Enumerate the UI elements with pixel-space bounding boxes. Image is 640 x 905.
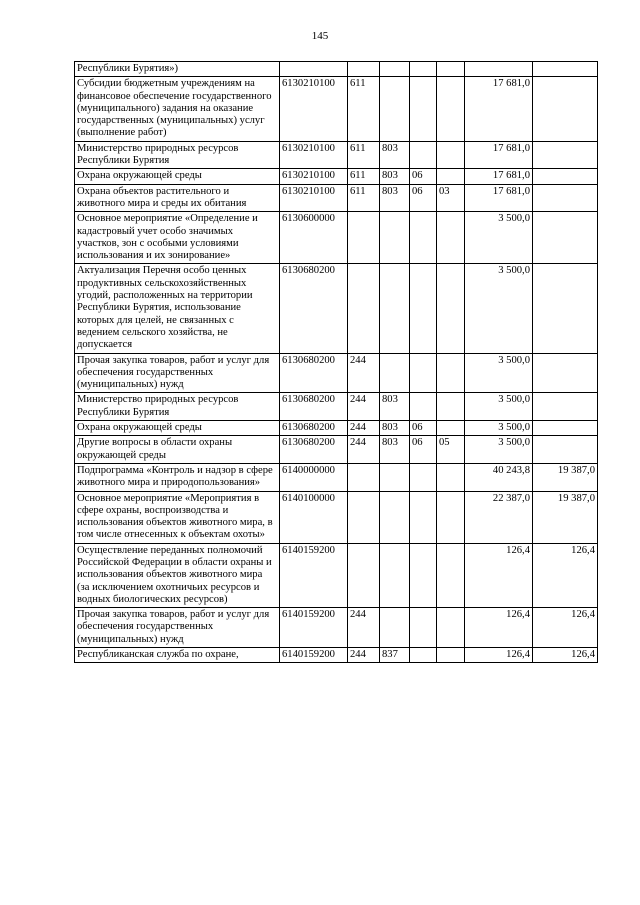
budget-table (74, 61, 598, 663)
amount-cell: 3 500,0 (465, 212, 533, 264)
name-cell: Другие вопросы в области охраны окружающей среды (75, 436, 280, 464)
amount-cell: 126,4 (465, 608, 533, 648)
subsection-cell (437, 264, 465, 353)
federal-amount-cell (533, 436, 598, 464)
target-code-cell: 6130210100 (280, 184, 348, 212)
name-cell: Подпрограмма «Контроль и надзор в сфере животного мира и природопользования» (75, 463, 280, 491)
federal-amount-cell (533, 212, 598, 264)
table-row (75, 184, 598, 212)
target-code-cell: 6130210100 (280, 77, 348, 141)
name-cell: Охрана объектов растительного и животного мира и среды их обитания (75, 184, 280, 212)
section-cell (410, 463, 437, 491)
name-cell: Республиканская служба по охране, (75, 648, 280, 663)
table-body (75, 62, 598, 663)
amount-cell: 126,4 (465, 648, 533, 663)
table-row (75, 491, 598, 543)
expense-type-cell (348, 264, 380, 353)
name-cell: Актуализация Перечня особо ценных продуктивных сельскохозяйственных угодий, расположенных на территории Республики Бурятия, использование которых для целей, не связанных с ведением сельского хозяйства, не допускается (75, 264, 280, 353)
section-cell (410, 62, 437, 77)
expense-type-cell: 244 (348, 608, 380, 648)
name-cell: Основное мероприятие «Мероприятия в сфере охраны, воспроизводства и использования объектов животного мира, в том числе отнесенных к объектам охоты» (75, 491, 280, 543)
expense-type-cell (348, 463, 380, 491)
target-code-cell: 6130210100 (280, 141, 348, 169)
expense-type-cell: 244 (348, 421, 380, 436)
subsection-cell (437, 421, 465, 436)
amount-cell: 17 681,0 (465, 184, 533, 212)
table-row (75, 353, 598, 393)
section-cell (410, 393, 437, 421)
table-row (75, 393, 598, 421)
subsection-cell (437, 169, 465, 184)
expense-type-cell (348, 491, 380, 543)
administrator-code-cell (380, 212, 410, 264)
table-row (75, 77, 598, 141)
name-cell: Субсидии бюджетным учреждениям на финансовое обеспечение государственного (муниципального) задания на оказание государственных (муниципальных) услуг (выполнение работ) (75, 77, 280, 141)
section-cell (410, 648, 437, 663)
name-cell: Прочая закупка товаров, работ и услуг для обеспечения государственных (муниципальных) нужд (75, 353, 280, 393)
expense-type-cell: 611 (348, 169, 380, 184)
subsection-cell (437, 141, 465, 169)
subsection-cell: 03 (437, 184, 465, 212)
section-cell (410, 264, 437, 353)
table-row (75, 169, 598, 184)
name-cell: Охрана окружающей среды (75, 169, 280, 184)
target-code-cell: 6130680200 (280, 353, 348, 393)
expense-type-cell (348, 212, 380, 264)
target-code-cell: 6130680200 (280, 421, 348, 436)
subsection-cell (437, 608, 465, 648)
amount-cell: 3 500,0 (465, 393, 533, 421)
subsection-cell (437, 393, 465, 421)
administrator-code-cell (380, 62, 410, 77)
section-cell (410, 141, 437, 169)
section-cell: 06 (410, 436, 437, 464)
administrator-code-cell (380, 264, 410, 353)
amount-cell: 3 500,0 (465, 436, 533, 464)
expense-type-cell: 611 (348, 141, 380, 169)
administrator-code-cell: 837 (380, 648, 410, 663)
section-cell (410, 212, 437, 264)
section-cell: 06 (410, 421, 437, 436)
federal-amount-cell (533, 184, 598, 212)
target-code-cell: 6140000000 (280, 463, 348, 491)
subsection-cell (437, 62, 465, 77)
table-row (75, 463, 598, 491)
subsection-cell (437, 353, 465, 393)
administrator-code-cell: 803 (380, 393, 410, 421)
subsection-cell (437, 543, 465, 607)
amount-cell: 17 681,0 (465, 141, 533, 169)
federal-amount-cell: 19 387,0 (533, 463, 598, 491)
federal-amount-cell: 126,4 (533, 543, 598, 607)
section-cell (410, 608, 437, 648)
federal-amount-cell (533, 141, 598, 169)
target-code-cell: 6130680200 (280, 393, 348, 421)
administrator-code-cell (380, 491, 410, 543)
federal-amount-cell: 19 387,0 (533, 491, 598, 543)
expense-type-cell: 244 (348, 393, 380, 421)
table-row (75, 212, 598, 264)
expense-type-cell (348, 62, 380, 77)
amount-cell (465, 62, 533, 77)
name-cell: Республики Бурятия») (75, 62, 280, 77)
amount-cell: 3 500,0 (465, 264, 533, 353)
name-cell: Осуществление переданных полномочий Российской Федерации в области охраны и использования объектов животного мира (за исключением охотничьих ресурсов и водных биологических ресурсов) (75, 543, 280, 607)
subsection-cell (437, 463, 465, 491)
table-row (75, 62, 598, 77)
administrator-code-cell (380, 77, 410, 141)
name-cell: Прочая закупка товаров, работ и услуг для обеспечения государственных (муниципальных) нужд (75, 608, 280, 648)
federal-amount-cell (533, 77, 598, 141)
amount-cell: 40 243,8 (465, 463, 533, 491)
table-row (75, 421, 598, 436)
table-row (75, 264, 598, 353)
administrator-code-cell (380, 608, 410, 648)
federal-amount-cell (533, 169, 598, 184)
target-code-cell: 6130210100 (280, 169, 348, 184)
table-row (75, 141, 598, 169)
table-row (75, 436, 598, 464)
administrator-code-cell: 803 (380, 169, 410, 184)
page-number: 145 (311, 30, 329, 42)
federal-amount-cell (533, 393, 598, 421)
target-code-cell: 6140100000 (280, 491, 348, 543)
target-code-cell: 6130680200 (280, 264, 348, 353)
administrator-code-cell (380, 543, 410, 607)
amount-cell: 22 387,0 (465, 491, 533, 543)
name-cell: Министерство природных ресурсов Республики Бурятия (75, 141, 280, 169)
amount-cell: 3 500,0 (465, 353, 533, 393)
administrator-code-cell: 803 (380, 421, 410, 436)
section-cell: 06 (410, 169, 437, 184)
federal-amount-cell (533, 62, 598, 77)
administrator-code-cell: 803 (380, 436, 410, 464)
target-code-cell: 6140159200 (280, 543, 348, 607)
amount-cell: 3 500,0 (465, 421, 533, 436)
expense-type-cell: 244 (348, 648, 380, 663)
section-cell (410, 543, 437, 607)
federal-amount-cell (533, 353, 598, 393)
administrator-code-cell: 803 (380, 141, 410, 169)
table-row (75, 648, 598, 663)
federal-amount-cell: 126,4 (533, 648, 598, 663)
target-code-cell: 6130680200 (280, 436, 348, 464)
subsection-cell (437, 77, 465, 141)
federal-amount-cell: 126,4 (533, 608, 598, 648)
federal-amount-cell (533, 421, 598, 436)
table-row (75, 543, 598, 607)
amount-cell: 17 681,0 (465, 169, 533, 184)
amount-cell: 126,4 (465, 543, 533, 607)
section-cell (410, 77, 437, 141)
administrator-code-cell: 803 (380, 184, 410, 212)
expense-type-cell: 611 (348, 77, 380, 141)
subsection-cell (437, 212, 465, 264)
section-cell (410, 353, 437, 393)
name-cell: Охрана окружающей среды (75, 421, 280, 436)
section-cell: 06 (410, 184, 437, 212)
subsection-cell (437, 648, 465, 663)
expense-type-cell: 244 (348, 353, 380, 393)
administrator-code-cell (380, 353, 410, 393)
administrator-code-cell (380, 463, 410, 491)
target-code-cell (280, 62, 348, 77)
target-code-cell: 6130600000 (280, 212, 348, 264)
target-code-cell: 6140159200 (280, 648, 348, 663)
target-code-cell: 6140159200 (280, 608, 348, 648)
subsection-cell: 05 (437, 436, 465, 464)
federal-amount-cell (533, 264, 598, 353)
name-cell: Министерство природных ресурсов Республики Бурятия (75, 393, 280, 421)
subsection-cell (437, 491, 465, 543)
table-row (75, 608, 598, 648)
name-cell: Основное мероприятие «Определение и кадастровый учет особо значимых участков, зон с особыми условиями использования и их зонирование» (75, 212, 280, 264)
amount-cell: 17 681,0 (465, 77, 533, 141)
expense-type-cell: 244 (348, 436, 380, 464)
expense-type-cell (348, 543, 380, 607)
expense-type-cell: 611 (348, 184, 380, 212)
section-cell (410, 491, 437, 543)
